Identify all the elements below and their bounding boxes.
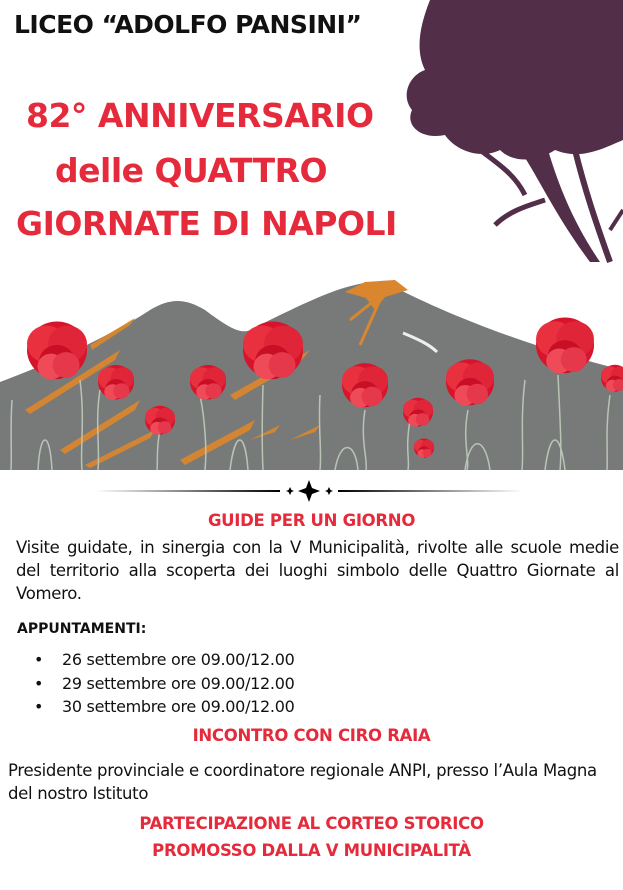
parade-heading-line-2: PROMOSSO DALLA V MUNICIPALITÀ [152, 841, 471, 860]
mountain-icon [0, 280, 623, 470]
guide-description: Visite guidate, in sinergia con la V Municipalità, rivolte alle scuole medie del territorio alla scoperta dei luoghi simbolo delle Quattro Giornate al Vomero. [16, 538, 619, 603]
appointment-date: 30 settembre ore 09.00/12.00 [62, 697, 295, 716]
tree-icon [407, 0, 623, 262]
parade-heading-line-1: PARTECIPAZIONE AL CORTEO STORICO [139, 814, 484, 833]
school-name: LICEO “ADOLFO PANSINI” [14, 10, 362, 39]
guide-heading: GUIDE PER UN GIORNO [207, 511, 416, 530]
appointments-label: APPUNTAMENTI: [17, 621, 147, 637]
appointments-list [34, 648, 294, 719]
title-line-3: GIORNATE DI NAPOLI [16, 204, 397, 243]
meeting-description: Presidente provinciale e coordinatore regionale ANPI, presso l’Aula Magna del nostro Istituto [8, 761, 597, 803]
meeting-heading: INCONTRO CON CIRO RAIA [192, 726, 431, 745]
appointment-date: 26 settembre ore 09.00/12.00 [62, 650, 295, 669]
list-item [34, 648, 294, 672]
bullet: • [34, 673, 44, 693]
list-item [34, 695, 294, 719]
bullet: • [34, 697, 44, 716]
title-line-1: 82° ANNIVERSARIO [26, 96, 374, 135]
list-item [34, 672, 294, 696]
bullet: • [34, 650, 44, 669]
appointment-date: 29 settembre ore 09.00/12.00 [62, 673, 295, 693]
title-line-2: delle QUATTRO [55, 151, 328, 190]
